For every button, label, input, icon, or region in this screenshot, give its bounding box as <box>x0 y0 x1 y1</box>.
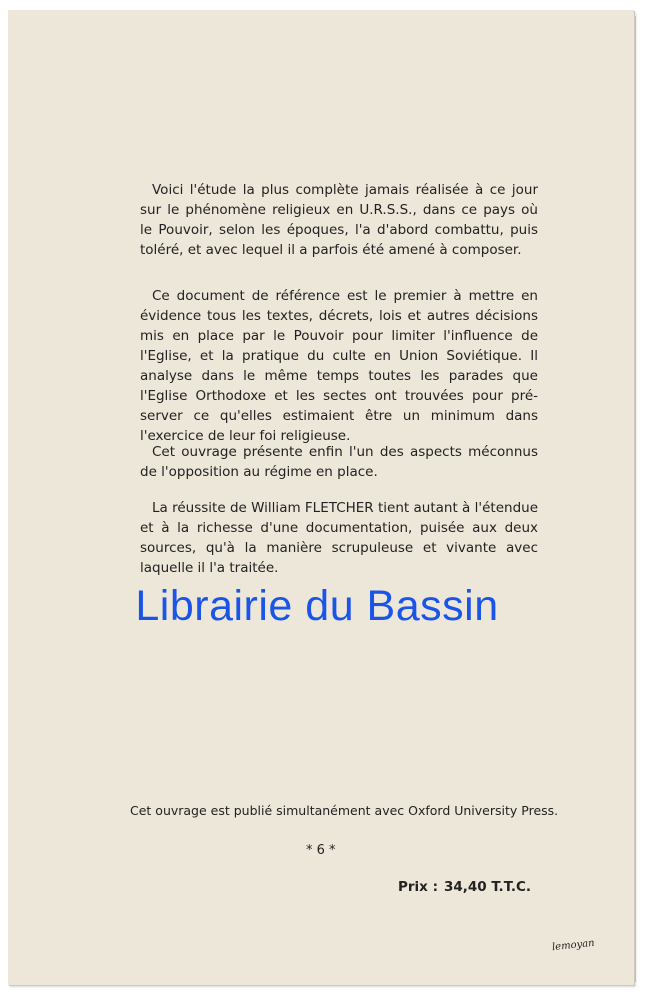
price-line <box>398 879 531 895</box>
price-value: 34,40 T.T.C. <box>444 879 532 895</box>
description-paragraph-1: Voici l'étude la plus complète jamais réalisée à ce jour sur le phénomène religieux en U.R.S.S., dans ce pays où le Pouvoir, selon les époques, l'a d'abord combattu, puis toléré, et avec lequel il a parfois été amené à composer. <box>140 182 538 258</box>
description-paragraph-2: Ce document de référence est le premier à mettre en évidence tous les textes, décrets, lois et autres décisions mis en place par le Pouvoir pour limiter l'influence de l'Eglise, et la pratique du culte en Union Soviétique. Il analyse dans le même temps toutes les parades que l'Eglise Orthodoxe et les sectes ont trouvées pour pré-server ce qu'elles estimaient être un minimum dans l'exercice de leur foi religieuse. <box>140 288 538 444</box>
bookseller-watermark: Librairie du Bassin <box>135 582 499 630</box>
description-paragraph-4: La réussite de William FLETCHER tient autant à l'étendue et à la richesse d'une documentation, puisée aux deux sources, qu'à la manière scrupuleuse et vivante avec laquelle il l'a traitée. <box>140 500 538 576</box>
series-number: * 6 * <box>306 843 336 858</box>
price-label: Prix : <box>398 879 438 895</box>
description-paragraph-3: Cet ouvrage présente enfin l'un des aspects méconnus de l'opposition au régime en place. <box>140 444 538 480</box>
publisher-note: Cet ouvrage est publié simultanément avec Oxford University Press. <box>130 803 559 818</box>
printer-logo: lemoyan <box>551 937 596 954</box>
